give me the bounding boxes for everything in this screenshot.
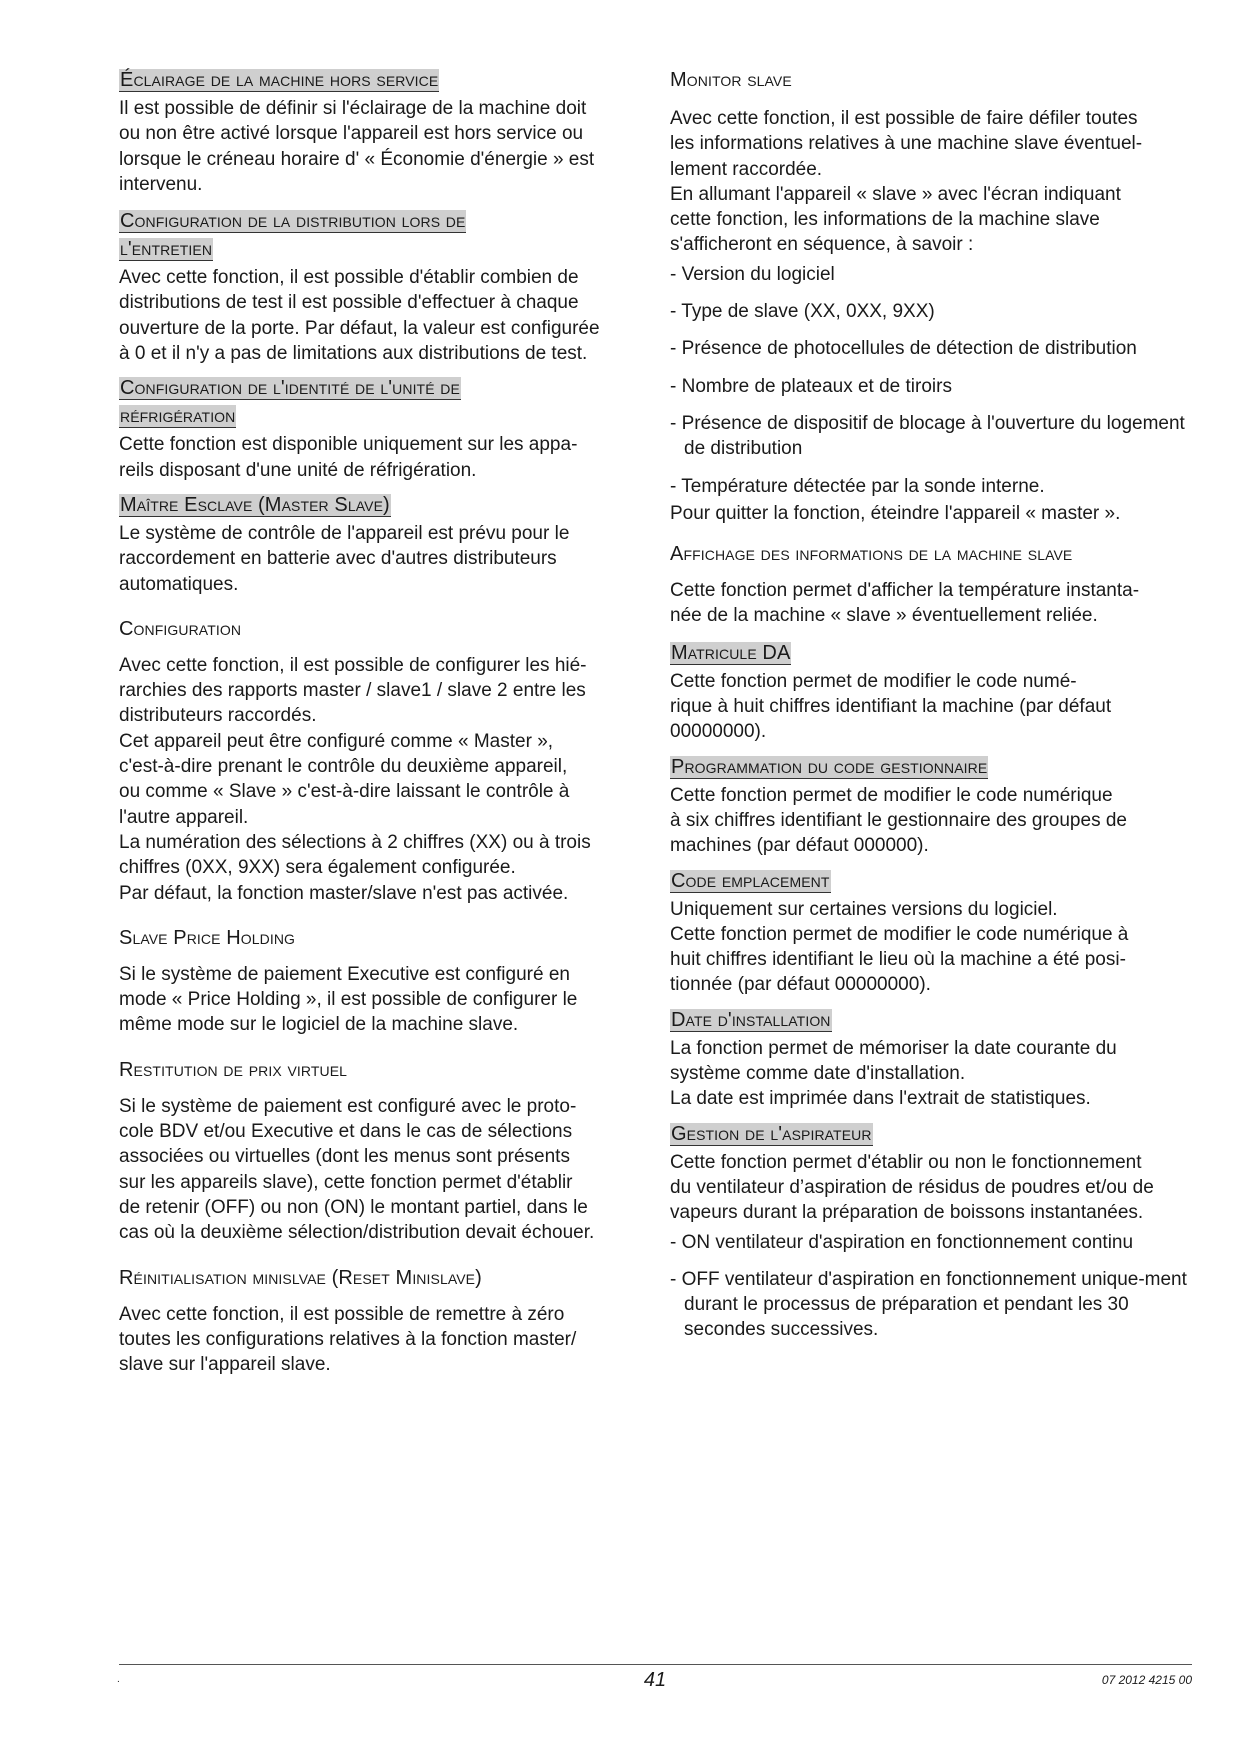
section-heading: Éclairage de la machine hors service (120, 69, 439, 91)
section-gestion-aspirateur (670, 1120, 1190, 1343)
section-heading: Réinitialisation minislvae (Reset Minislave) (119, 1266, 482, 1289)
section-code-gestionnaire (670, 753, 1190, 859)
list-item: - Présence de dispositif de blocage à l'ouverture du logement de distribution (670, 412, 1185, 460)
section-identite-refrigeration (119, 374, 639, 483)
section-body: Il est possible de définir si l'éclairage de la machine doit ou non être activé lorsque l'appareil est hors service ou lorsque le créneau horaire d' « Économie d'énergie » est intervenu. (119, 98, 595, 195)
section-heading: Restitution de prix virtuel (119, 1058, 348, 1081)
section-body: Cette fonction permet d'afficher la température instanta- née de la machine « slave » éventuellement reliée. (670, 580, 1140, 627)
section-code-emplacement (670, 867, 1190, 998)
list-item: - Version du logiciel (670, 263, 835, 285)
right-column (670, 66, 1190, 1355)
section-heading: Configuration (119, 617, 242, 640)
section-heading: Maître Esclave (Master Slave) (120, 493, 390, 516)
list-item: - Présence de photocellules de détection de distribution (670, 338, 1137, 360)
section-heading: Affichage des informations de la machine slave (670, 543, 1073, 566)
list-item: - Nombre de plateaux et de tiroirs (670, 375, 952, 397)
section-date-installation (670, 1006, 1190, 1112)
section-body: Cette fonction est disponible uniquement sur les appa- reils disposant d'une unité de réfrigération. (119, 434, 578, 481)
section-heading: Gestion de l'aspirateur (671, 1122, 872, 1145)
page-number: 41 (643, 1669, 667, 1691)
section-body: La fonction permet de mémoriser la date courante du système comme date d'installation. La date est imprimée dans l'extrait de statistiques. (670, 1037, 1117, 1110)
left-column (119, 66, 639, 1381)
section-heading: Monitor slave (670, 69, 792, 91)
section-body: Cette fonction permet d'établir ou non le fonctionnement du ventilateur d’aspiration de résidus de poudres et/ou de vapeurs durant la préparation de boissons instantanées. (670, 1151, 1154, 1224)
section-heading: Slave Price Holding (119, 926, 296, 949)
section-body: Si le système de paiement Executive est configuré en mode « Price Holding », il est possible de configurer le même mode sur le logiciel de la machine slave. (119, 963, 578, 1036)
section-heading: Code emplacement (671, 869, 830, 892)
footer-rule (119, 1664, 1192, 1665)
section-body: Avec cette fonction, il est possible de remettre à zéro toutes les configurations relatives à la fonction master/ slave sur l'appareil slave. (119, 1303, 577, 1376)
document-code: 07 2012 4215 00 (1101, 1673, 1192, 1687)
section-body: Cette fonction permet de modifier le code numé- rique à huit chiffres identifiant la machine (par défaut 00000000). (670, 670, 1112, 743)
section-body: Avec cette fonction, il est possible de configurer les hié- rarchies des rapports master / slave1 / slave 2 entre les distributeurs raccordés. Cet appareil peut être configuré comme « Master », c'est-à-dire prenant le contrôle du deuxième appareil, ou comme « Slave » c'est-à-dire laissant le contrôle à l'autre appareil. La numération des sélections à 2 chiffres (XX) ou à trois chiffres (0XX, 9XX) sera également configurée. Par défaut, la fonction master/slave n'est pas activée. (119, 654, 591, 904)
list-item: - Type de slave (XX, 0XX, 9XX) (670, 301, 935, 323)
section-monitor-slave (670, 66, 1190, 526)
section-slave-price-holding (119, 924, 639, 1038)
section-restitution-prix (119, 1056, 639, 1246)
section-matricule-da (670, 639, 1190, 745)
section-heading: Programmation du code gestionnaire (671, 755, 988, 778)
section-maitre-esclave (119, 491, 639, 597)
list-item: - ON ventilateur d'aspiration en fonctionnement continu (670, 1231, 1134, 1253)
list-item: - OFF ventilateur d'aspiration en fonctionnement unique-ment durant le processus de préparation et pendant les 30 secondes successives. (670, 1268, 1187, 1341)
section-body: Cette fonction permet de modifier le code numérique à six chiffres identifiant le gestionnaire des groupes de machines (par défaut 000000). (670, 784, 1127, 857)
section-heading: Matricule DA (671, 641, 791, 664)
section-body: Avec cette fonction, il est possible d'établir combien de distributions de test il est possible d'effectuer à chaque ouverture de la porte. Par défaut, la valeur est configurée à 0 et il n'y a pas de limitations aux distributions de test. (119, 267, 600, 365)
section-body: Avec cette fonction, il est possible de faire défiler toutes les informations relatives à une machine slave éventuel- lement raccordée. En allumant l'appareil « slave » avec l'écran indiquant cette fonction, les informations de la machine slave s'afficheront en séquence, à savoir : (670, 108, 1143, 256)
section-configuration (119, 615, 639, 906)
section-distribution-entretien (119, 207, 639, 366)
section-body: Si le système de paiement est configuré avec le proto- cole BDV et/ou Executive et dans le cas de sélections associées ou virtuelles (dont les menus sont présents sur les appareils slave), cette fonction permet d'établir de retenir (OFF) ou non (ON) le montant partiel, dans le cas où la deuxième sélection/distribution devait échouer. (119, 1095, 595, 1244)
section-heading: Configuration de l'identité de l'unité de réfrigération (120, 377, 460, 428)
section-heading: Configuration de la distribution lors de l'entretien (120, 210, 466, 261)
section-body: Uniquement sur certaines versions du logiciel. Cette fonction permet de modifier le code numérique à huit chiffres identifiant le lieu où la machine a été posi- tionnée (par défaut 00000000). (670, 898, 1129, 996)
section-end-text: Pour quitter la fonction, éteindre l'appareil « master ». (670, 502, 1121, 524)
section-body: Le système de contrôle de l'appareil est prévu pour le raccordement en batterie avec d'autres distributeurs automatiques. (119, 522, 570, 595)
section-reset-minislave (119, 1264, 639, 1378)
list-item: - Température détectée par la sonde interne. (670, 475, 1045, 497)
section-affichage-slave (670, 540, 1190, 629)
footer-dot: . (117, 1674, 120, 1685)
section-eclairage (119, 66, 639, 197)
section-heading: Date d'installation (671, 1008, 831, 1031)
